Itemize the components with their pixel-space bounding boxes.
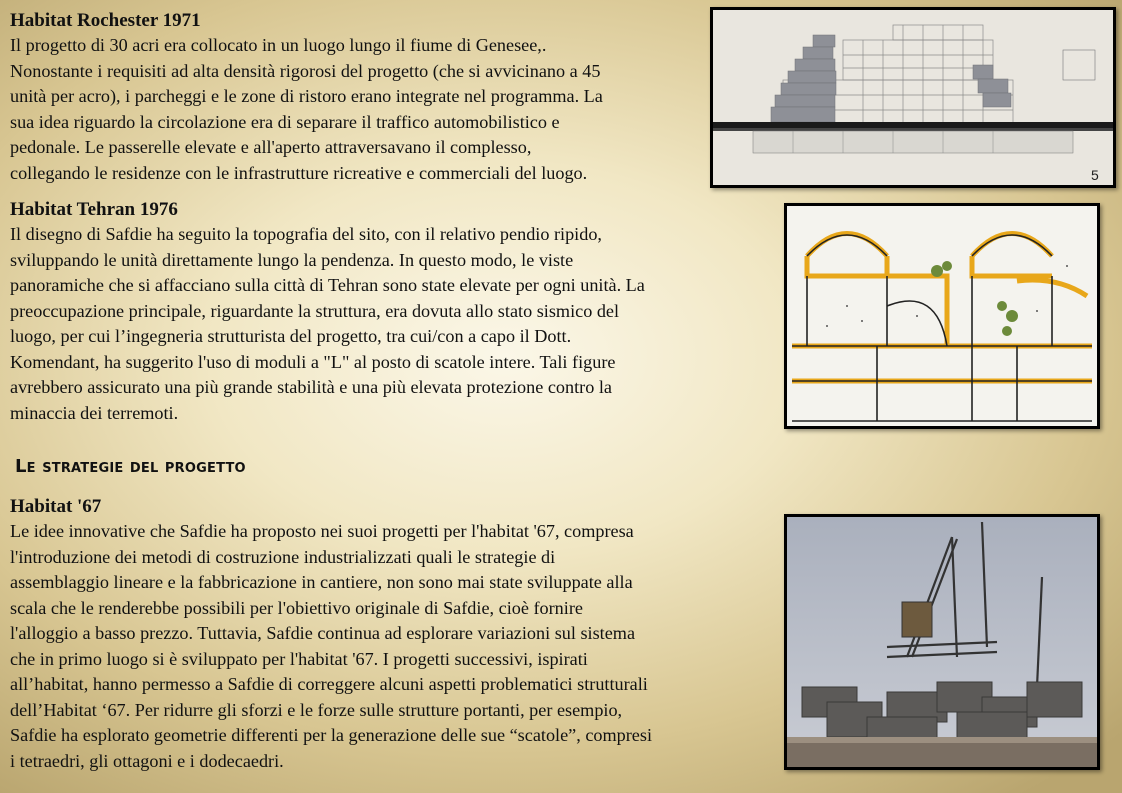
section-title: Le strategie del progetto	[15, 456, 246, 477]
habitat67-heading: Habitat '67	[10, 496, 102, 517]
tehran-section	[10, 198, 645, 426]
habitat67-paragraph	[10, 519, 652, 774]
habitat67-line: Safdie ha esplorato geometrie differenti per la generazione delle sue “scatole”, compresi	[10, 725, 652, 745]
habitat67-construction-photo	[784, 514, 1100, 770]
tehran-line: avrebbero assicurato una più grande stabilità e una più elevata protezione contro la	[10, 377, 612, 397]
habitat67-line: dell’Habitat ‘67. Per ridurre gli sforzi e le forze sulle strutture portanti, per esempio,	[10, 699, 623, 720]
tehran-line: preoccupazione principale, riguardante la struttura, era dovuta allo stato sismico del	[10, 300, 620, 321]
rochester-drawing	[713, 10, 1113, 185]
habitat67-line: i tetraedri, gli ottagoni e i dodecaedri.	[10, 750, 284, 771]
tehran-paragraph	[10, 222, 645, 426]
tehran-line: Il disegno di Safdie ha seguito la topografia del sito, con il relativo pendio ripido,	[10, 224, 602, 244]
habitat67-line: scala che le renderebbe possibili per l'obiettivo originale di Safdie, cioè fornire	[10, 597, 583, 618]
tehran-line: minaccia dei terremoti.	[10, 402, 179, 423]
rochester-line: Nonostante i requisiti ad alta densità rigorosi del progetto (che si avvicinano a 45	[10, 60, 601, 81]
rochester-paragraph	[10, 33, 603, 186]
tehran-sketch	[787, 206, 1097, 426]
rochester-section	[10, 9, 603, 186]
rochester-line: collegando le residenze con le infrastrutture ricreative e commerciali del luogo.	[10, 162, 588, 183]
tehran-section-image	[784, 203, 1100, 429]
habitat67-line: assemblaggio lineare e la fabbricazione in cantiere, non sono mai state sviluppate alla	[10, 572, 633, 592]
tehran-line: luogo, per cui l’ingegneria strutturista del progetto, tra cui/con a capo il Dott.	[10, 326, 572, 346]
habitat67-line: all’habitat, hanno permesso a Safdie di correggere alcuni aspetti problematici strutturali	[10, 674, 648, 694]
tehran-heading: Habitat Tehran 1976	[10, 199, 178, 220]
tehran-line: sviluppando le unità direttamente lungo la pendenza. In questo modo, le viste	[10, 249, 574, 270]
habitat67-line: Le idee innovative che Safdie ha proposto nei suoi progetti per l'habitat '67, compresa	[10, 521, 634, 541]
rochester-heading: Habitat Rochester 1971	[10, 10, 201, 31]
rochester-line: sua idea riguardo la circolazione era di separare il traffico automobilistico e	[10, 111, 560, 132]
tehran-line: Komendant, ha suggerito l'uso di moduli a "L" al posto di scatole intere. Tali figure	[10, 351, 616, 372]
tehran-line: panoramiche che si affacciano sulla città di Tehran sono state elevate per ogni unità. La	[10, 275, 645, 295]
habitat67-line: che in primo luogo si è sviluppato per l'habitat '67. I progetti successivi, ispirati	[10, 648, 588, 669]
rochester-line: Il progetto di 30 acri era collocato in un luogo lungo il fiume di Genesee,.	[10, 35, 547, 55]
rochester-line: unità per acro), i parcheggi e le zone di ristoro erano integrate nel programma. La	[10, 86, 603, 106]
habitat67-line: l'introduzione dei metodi di costruzione industrializzati quali le strategie di	[10, 546, 556, 567]
rochester-elevation-image	[710, 7, 1116, 188]
rochester-page-number: 5	[1091, 167, 1099, 183]
rochester-line: pedonale. Le passerelle elevate e all'aperto attraversavano il complesso,	[10, 137, 532, 157]
construction-photo	[787, 517, 1097, 767]
habitat67-line: l'alloggio a basso prezzo. Tuttavia, Safdie continua ad esplorare variazioni sul sistema	[10, 623, 636, 643]
habitat67-section	[10, 495, 652, 774]
